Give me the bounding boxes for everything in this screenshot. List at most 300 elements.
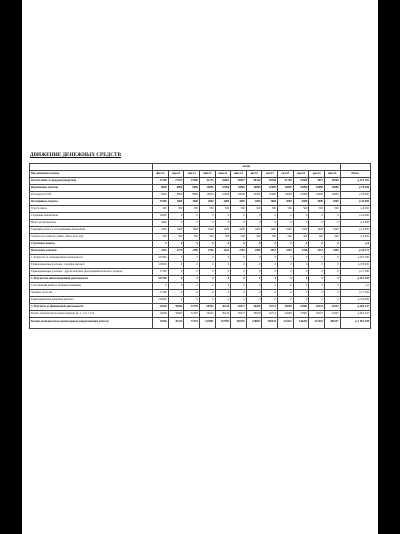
row-value: 1000 xyxy=(168,227,184,234)
header-month: окт.23 xyxy=(278,171,294,178)
row-value: 0 xyxy=(231,241,247,248)
row-value: 500 xyxy=(278,234,294,241)
row-value: 0 xyxy=(184,255,200,262)
table-row xyxy=(30,227,371,234)
row-value: 10000 xyxy=(293,192,309,199)
row-value: 42712 xyxy=(262,311,278,318)
row-value: 3215 xyxy=(309,248,325,255)
table-row xyxy=(30,178,371,185)
row-total: р.17 390 xyxy=(340,290,370,297)
row-value: 0 xyxy=(246,297,262,304)
row-value: 0 xyxy=(231,262,247,269)
row-value: 0 xyxy=(168,269,184,276)
cash-flow-table xyxy=(29,163,371,329)
row-value: 0 xyxy=(246,262,262,269)
row-value: 0 xyxy=(246,241,262,248)
row-total: р.150 000 xyxy=(340,297,370,304)
row-value: 2000 xyxy=(246,199,262,206)
row-value: 14638 xyxy=(153,311,169,318)
row-value: 30216 xyxy=(215,304,231,311)
row-value: 1000 xyxy=(324,227,340,234)
row-value: 500 xyxy=(231,234,247,241)
row-value: 10000 xyxy=(215,192,231,199)
row-value: 8000 xyxy=(168,185,184,192)
row-value: 17675 xyxy=(168,178,184,185)
row-label: Единовременные расходы - покупка автомоб xyxy=(30,262,153,269)
row-value: 0 xyxy=(199,269,215,276)
row-value: 3300 xyxy=(324,248,340,255)
row-value: 8000 xyxy=(184,185,200,192)
row-value: 10000 xyxy=(153,213,169,220)
row-value: 0 xyxy=(184,290,200,297)
row-value: 30695 xyxy=(168,304,184,311)
row-value: 30277 xyxy=(231,304,247,311)
row-value: 500 xyxy=(168,234,184,241)
row-value: 0 xyxy=(184,262,200,269)
row-value: 3875 xyxy=(309,178,325,185)
row-value: 10000 xyxy=(199,185,215,192)
row-value: 50556 xyxy=(262,178,278,185)
row-value: 45863 xyxy=(215,178,231,185)
row-label: Переменные затраты xyxy=(30,185,153,192)
row-value: 0 xyxy=(199,213,215,220)
row-label: Услуги связи xyxy=(30,206,153,213)
row-value: 0 xyxy=(309,220,325,227)
row-total: р.3 600 xyxy=(340,220,370,227)
row-value: 1000 xyxy=(246,227,262,234)
row-total: р.12 000 xyxy=(340,227,370,234)
row-total: р.375 182 xyxy=(340,178,370,185)
row-total: р.6 000 xyxy=(340,234,370,241)
row-total: р.6 000 xyxy=(340,206,370,213)
row-value: 500 xyxy=(168,206,184,213)
row-label: Налог на автомобиль xyxy=(30,220,153,227)
row-value: 0 xyxy=(262,255,278,262)
table-row xyxy=(30,255,371,262)
row-total: р.0 xyxy=(340,241,370,248)
table-row xyxy=(30,234,371,241)
row-label: Поступление от продажи (выручка) xyxy=(30,178,153,185)
row-value: 0 xyxy=(168,241,184,248)
row-label: Текущий ремонт и обслуживание автомобиля xyxy=(30,227,153,234)
row-value: 500 xyxy=(199,234,215,241)
table-row xyxy=(30,304,371,311)
header-month: мар.23 xyxy=(168,171,184,178)
table-row xyxy=(30,318,371,329)
row-value: 0 xyxy=(324,283,340,290)
row-value: 0 xyxy=(309,262,325,269)
row-value: 0 xyxy=(278,283,294,290)
row-value: 133887 xyxy=(199,318,215,329)
row-value: 0 xyxy=(278,276,294,283)
row-value: 0 xyxy=(309,255,325,262)
row-value: 0 xyxy=(168,213,184,220)
row-value: 150000 xyxy=(153,297,169,304)
row-value: 2230 xyxy=(153,248,169,255)
row-value: 47681 xyxy=(293,311,309,318)
row-value: 0 xyxy=(262,297,278,304)
row-value: 0 xyxy=(309,213,325,220)
row-value: 0 xyxy=(324,220,340,227)
row-value: 30659 xyxy=(246,304,262,311)
row-value: 0 xyxy=(215,255,231,262)
row-value: 0 xyxy=(293,220,309,227)
row-value: 0 xyxy=(199,297,215,304)
row-value: 0 xyxy=(293,269,309,276)
header-month: авг.23 xyxy=(246,171,262,178)
row-value: 0 xyxy=(278,262,294,269)
header-total: Итого xyxy=(340,171,370,178)
row-value: 0 xyxy=(231,290,247,297)
row-value: 314422 xyxy=(278,318,294,329)
row-value: 167540 xyxy=(153,255,169,262)
row-value: 19500 xyxy=(184,178,200,185)
row-value: 30253 xyxy=(309,311,325,318)
row-value: 0 xyxy=(215,276,231,283)
row-value: 0 xyxy=(184,241,200,248)
row-value: 0 xyxy=(293,276,309,283)
row-value: 0 xyxy=(184,283,200,290)
row-value: 0 xyxy=(293,297,309,304)
row-value: 10000 xyxy=(309,192,325,199)
row-value: 500 xyxy=(184,206,200,213)
header-month: июл.23 xyxy=(231,171,247,178)
row-value: 0 xyxy=(231,220,247,227)
row-total: р.150 000 xyxy=(340,262,370,269)
row-value: 0 xyxy=(199,220,215,227)
row-value: 0 xyxy=(199,262,215,269)
row-value: 30253 xyxy=(309,304,325,311)
row-value: 0 xyxy=(199,241,215,248)
row-value: 0 xyxy=(262,213,278,220)
row-value: 3330 xyxy=(278,248,294,255)
table-row xyxy=(30,262,371,269)
row-value: 0 xyxy=(293,213,309,220)
row-value: 500 xyxy=(246,206,262,213)
row-value: 0 xyxy=(168,255,184,262)
row-value: 10000 xyxy=(262,192,278,199)
header-month: май.23 xyxy=(199,171,215,178)
row-value: 0 xyxy=(324,213,340,220)
header-blank xyxy=(30,164,153,171)
row-total: р.167 390 xyxy=(340,276,370,283)
row-value: 0 xyxy=(278,290,294,297)
row-total: р.167 390 xyxy=(340,255,370,262)
row-value: 500 xyxy=(246,234,262,241)
row-value: 346203 xyxy=(293,318,309,329)
row-total: р.78 000 xyxy=(340,185,370,192)
row-value: 2000 xyxy=(199,199,215,206)
row-value: 10000 xyxy=(231,192,247,199)
row-value: 0 xyxy=(168,276,184,283)
table-row xyxy=(30,311,371,318)
row-value: 41000 xyxy=(324,178,340,185)
row-value: 0 xyxy=(215,297,231,304)
header-month: ноя.23 xyxy=(293,171,309,178)
row-value: 2275 xyxy=(168,248,184,255)
table-row xyxy=(30,290,371,297)
row-value: 10000 xyxy=(278,192,294,199)
row-value: 0 xyxy=(309,269,325,276)
header-month: фев.23 xyxy=(153,171,169,178)
row-value: 500 xyxy=(324,234,340,241)
row-total: р.17 390 xyxy=(340,269,370,276)
row-value: 56252 xyxy=(199,311,215,318)
row-value: 0 xyxy=(184,269,200,276)
row-value: 10000 xyxy=(246,192,262,199)
row-value: 8000 xyxy=(168,192,184,199)
row-label: Баланс наличности на конец периода (нарастающим итогом) xyxy=(30,318,153,329)
row-value: 0 xyxy=(278,255,294,262)
header-month: янв.24 xyxy=(324,171,340,178)
row-value: 198176 xyxy=(231,318,247,329)
row-value: 0 xyxy=(309,276,325,283)
row-value: 10000 xyxy=(199,192,215,199)
row-value: 3013 xyxy=(262,248,278,255)
row-value: 405247 xyxy=(324,318,340,329)
header-row xyxy=(30,171,371,178)
row-value: 500 xyxy=(293,234,309,241)
row-value: 0 xyxy=(153,283,169,290)
row-value: 0 xyxy=(231,213,247,220)
row-value: 50292 xyxy=(199,304,215,311)
row-value: 0 xyxy=(324,276,340,283)
row-value: 0 xyxy=(215,262,231,269)
row-value: 2000 xyxy=(324,199,340,206)
row-value: 1000 xyxy=(215,227,231,234)
row-value: 1000 xyxy=(231,227,247,234)
row-value: 14638 xyxy=(153,304,169,311)
row-value: 0 xyxy=(262,262,278,269)
row-value: 17100 xyxy=(153,178,169,185)
row-value: 0 xyxy=(231,269,247,276)
row-value: 0 xyxy=(215,269,231,276)
row-value: 2000 xyxy=(184,199,200,206)
table-row xyxy=(30,241,371,248)
row-value: 500 xyxy=(309,234,325,241)
row-value: 150000 xyxy=(153,262,169,269)
row-value: 0 xyxy=(215,213,231,220)
row-value: 10000 xyxy=(324,192,340,199)
row-value: 0 xyxy=(246,220,262,227)
row-value: 0 xyxy=(231,255,247,262)
row-value: 0 xyxy=(168,283,184,290)
row-value: 269534 xyxy=(262,318,278,329)
row-value: 1000 xyxy=(309,227,325,234)
header-group-row xyxy=(30,164,371,171)
row-label: Страховые взносы xyxy=(30,241,153,248)
row-value: 0 xyxy=(262,241,278,248)
row-value: 0 xyxy=(262,283,278,290)
row-value: 2000 xyxy=(293,199,309,206)
row-label: Заемные средства xyxy=(30,290,153,297)
row-value: 0 xyxy=(199,283,215,290)
row-value: 0 xyxy=(324,241,340,248)
table-row xyxy=(30,283,371,290)
row-value: 0 xyxy=(324,269,340,276)
row-value: 51290 xyxy=(278,178,294,185)
row-value: 500 xyxy=(324,206,340,213)
row-value: 500 xyxy=(199,206,215,213)
row-total: р.405 347 xyxy=(340,311,370,318)
row-value: 30216 xyxy=(215,311,231,318)
row-value: 228832 xyxy=(246,318,262,329)
header-month: сен.23 xyxy=(262,171,278,178)
row-value: 8000 xyxy=(153,185,169,192)
row-value: 3600 xyxy=(153,220,169,227)
header-blank xyxy=(340,164,370,171)
row-label: Налоговые платежи xyxy=(30,248,153,255)
row-value: 2000 xyxy=(278,199,294,206)
table-row xyxy=(30,276,371,283)
row-value: 0 xyxy=(262,220,278,227)
row-value: 0 xyxy=(215,241,231,248)
row-total: р.10 000 xyxy=(340,213,370,220)
row-value: 30277 xyxy=(231,311,247,318)
row-value: 500 xyxy=(215,206,231,213)
row-value: 0 xyxy=(324,255,340,262)
row-value: 1000 xyxy=(199,227,215,234)
row-value: 43099 xyxy=(278,304,294,311)
header-month: дек.23 xyxy=(309,171,325,178)
row-value: 0 xyxy=(309,283,325,290)
row-value: 0 xyxy=(184,297,200,304)
row-value: 41275 xyxy=(199,178,215,185)
row-value: 167390 xyxy=(153,276,169,283)
row-label: Страховка автомобиля xyxy=(30,213,153,220)
row-total: р.78 000 xyxy=(340,192,370,199)
row-value: 0 xyxy=(184,276,200,283)
row-value: 1000 xyxy=(184,227,200,234)
row-value: 0 xyxy=(199,276,215,283)
row-total: р.34 373 xyxy=(340,248,370,255)
row-value: 500 xyxy=(153,234,169,241)
row-value: 10000 xyxy=(246,185,262,192)
row-value: 46897 xyxy=(231,178,247,185)
table-row xyxy=(30,185,371,192)
row-value: 10000 xyxy=(309,185,325,192)
row-value: 0 xyxy=(231,297,247,304)
row-value: 0 xyxy=(246,290,262,297)
row-value: 500 xyxy=(278,206,294,213)
row-value: 2000 xyxy=(309,199,325,206)
row-value: 413210 xyxy=(309,318,325,329)
table-row xyxy=(30,297,371,304)
row-value: 500 xyxy=(231,206,247,213)
row-value: 2380 xyxy=(184,248,200,255)
row-value: 0 xyxy=(293,262,309,269)
row-value: 77433 xyxy=(184,318,200,329)
row-value: 30695 xyxy=(168,311,184,318)
row-value: 500 xyxy=(153,206,169,213)
row-value: 0 xyxy=(278,297,294,304)
row-value: 30659 xyxy=(246,311,262,318)
row-value: 0 xyxy=(278,269,294,276)
row-value: 0 xyxy=(309,241,325,248)
row-value: 1000 xyxy=(153,227,169,234)
row-label: Постоянные затраты xyxy=(30,199,153,206)
row-value: 0 xyxy=(231,283,247,290)
row-value: 0 xyxy=(246,283,262,290)
row-value: 51698 xyxy=(293,178,309,185)
table-row xyxy=(30,248,371,255)
row-value: 2000 xyxy=(215,199,231,206)
row-total: р.0 xyxy=(340,283,370,290)
row-value: 48330 xyxy=(246,178,262,185)
row-value: 0 xyxy=(168,220,184,227)
row-value: 17390 xyxy=(153,290,169,297)
row-value: 14638 xyxy=(153,318,169,329)
row-label: Баланс наличности на конец периода (к. 1 - к.2 + к.3) xyxy=(30,311,153,318)
row-value: 2900 xyxy=(246,248,262,255)
table-row xyxy=(30,220,371,227)
row-value: 0 xyxy=(293,283,309,290)
row-value: 45333 xyxy=(168,318,184,329)
row-value: 500 xyxy=(262,206,278,213)
row-label: 3. Результат от финансовой деятельности xyxy=(30,304,153,311)
row-value: 47681 xyxy=(293,304,309,311)
row-total: р.405 347 xyxy=(340,304,370,311)
row-value: 10000 xyxy=(293,185,309,192)
row-value: 167993 xyxy=(215,318,231,329)
table-row xyxy=(30,213,371,220)
row-value: 0 xyxy=(215,283,231,290)
table-row xyxy=(30,269,371,276)
row-value: 37395 xyxy=(184,304,200,311)
row-value: 0 xyxy=(309,290,325,297)
row-value: 0 xyxy=(168,262,184,269)
row-value: 0 xyxy=(246,269,262,276)
row-label: Собственный капитал (личные вложения) xyxy=(30,283,153,290)
row-value: 0 xyxy=(262,290,278,297)
row-label: 2. Результаты инвестиционной деятельности xyxy=(30,276,153,283)
row-value: 0 xyxy=(278,220,294,227)
row-value: 43099 xyxy=(278,311,294,318)
row-value: 0 xyxy=(324,262,340,269)
row-value: 21993 xyxy=(324,304,340,311)
row-value: 10000 xyxy=(324,185,340,192)
row-value: 0 xyxy=(293,290,309,297)
row-value: 1000 xyxy=(278,227,294,234)
row-value: 0 xyxy=(293,255,309,262)
row-value: 1000 xyxy=(293,227,309,234)
table-row xyxy=(30,199,371,206)
row-value: 1000 xyxy=(262,227,278,234)
row-value: 500 xyxy=(309,206,325,213)
row-value: 0 xyxy=(262,276,278,283)
row-value: 2821 xyxy=(215,248,231,255)
row-value: 0 xyxy=(215,290,231,297)
row-value: 0 xyxy=(246,213,262,220)
document-page xyxy=(22,0,378,534)
row-label: Единовременная денежная выплата xyxy=(30,297,153,304)
row-value: 2000 xyxy=(262,199,278,206)
row-value: 0 xyxy=(168,290,184,297)
row-value: 0 xyxy=(278,213,294,220)
row-value: 0 xyxy=(324,297,340,304)
table-row xyxy=(30,206,371,213)
row-value: 2000 xyxy=(168,199,184,206)
row-value: 8000 xyxy=(153,192,169,199)
row-value: 10000 xyxy=(215,185,231,192)
row-value: 10000 xyxy=(262,185,278,192)
row-label: Затраты на подписку (Авито, Юла, Ген.отм) xyxy=(30,234,153,241)
row-value: 0 xyxy=(262,269,278,276)
row-label: 1. Результат от операционной деятельности xyxy=(30,255,153,262)
row-value: 500 xyxy=(215,234,231,241)
row-total: р.2 602 398 xyxy=(340,318,370,329)
row-value: 2762 xyxy=(231,248,247,255)
